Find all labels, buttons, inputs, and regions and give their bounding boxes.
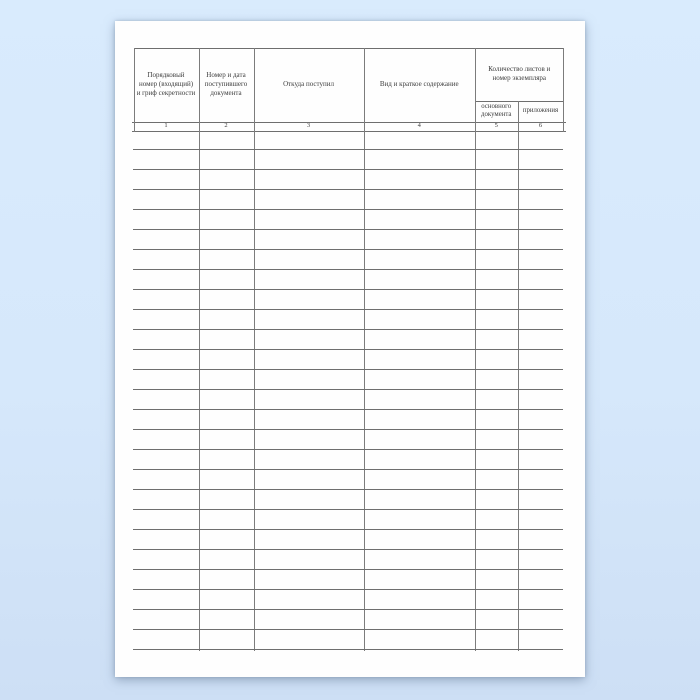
table-row	[133, 391, 563, 411]
table-row	[133, 571, 563, 591]
header-line: документа	[481, 111, 512, 119]
table-row	[133, 211, 563, 231]
column-number-3: 3	[306, 121, 311, 129]
header-line: Откуда поступил	[283, 79, 334, 88]
table-row	[133, 511, 563, 531]
header-line: приложения	[522, 106, 559, 114]
header-sheet-count-group	[475, 48, 564, 101]
header-type-and-summary	[364, 48, 476, 122]
table-row	[133, 531, 563, 551]
table-row	[133, 311, 563, 331]
document-page	[115, 21, 585, 677]
header-line: документа	[210, 89, 242, 98]
table-row	[133, 451, 563, 471]
table-row	[133, 271, 563, 291]
table-row	[133, 331, 563, 351]
table-row	[133, 631, 563, 651]
table-row	[133, 171, 563, 191]
table-row	[133, 471, 563, 491]
table-row	[133, 151, 563, 171]
header-line: Количество листов и	[488, 64, 551, 73]
header-document-number-date	[199, 48, 254, 122]
table-row	[133, 131, 563, 151]
table-row	[133, 371, 563, 391]
registration-journal-table	[134, 48, 564, 651]
table-row	[133, 611, 563, 631]
table-row	[133, 431, 563, 451]
header-attachments	[518, 101, 564, 122]
column-number-5: 5	[494, 121, 498, 129]
table-row	[133, 551, 563, 571]
column-number-4: 4	[417, 121, 421, 129]
column-number-1: 1	[164, 121, 168, 129]
header-line: Номер и дата	[206, 70, 246, 79]
header-line: номер (входящий)	[138, 79, 194, 88]
header-line: Порядковый	[147, 70, 185, 79]
table-row	[133, 291, 563, 311]
table-row	[133, 231, 563, 251]
header-main-document	[475, 101, 518, 122]
header-line: поступившего	[204, 79, 248, 88]
table-row	[133, 491, 563, 511]
table-row	[133, 191, 563, 211]
header-serial-number	[134, 48, 199, 122]
header-line: основного	[481, 102, 512, 110]
table-row	[133, 591, 563, 611]
column-number-6: 6	[538, 121, 543, 129]
header-line: Вид и краткое содержание	[379, 79, 459, 88]
table-row	[133, 351, 563, 371]
header-received-from	[254, 48, 364, 122]
table-row	[133, 411, 563, 431]
table-row	[133, 251, 563, 271]
header-line: номер экземпляра	[492, 74, 547, 83]
header-line: и гриф секретности	[136, 89, 196, 98]
column-number-2: 2	[224, 121, 228, 129]
